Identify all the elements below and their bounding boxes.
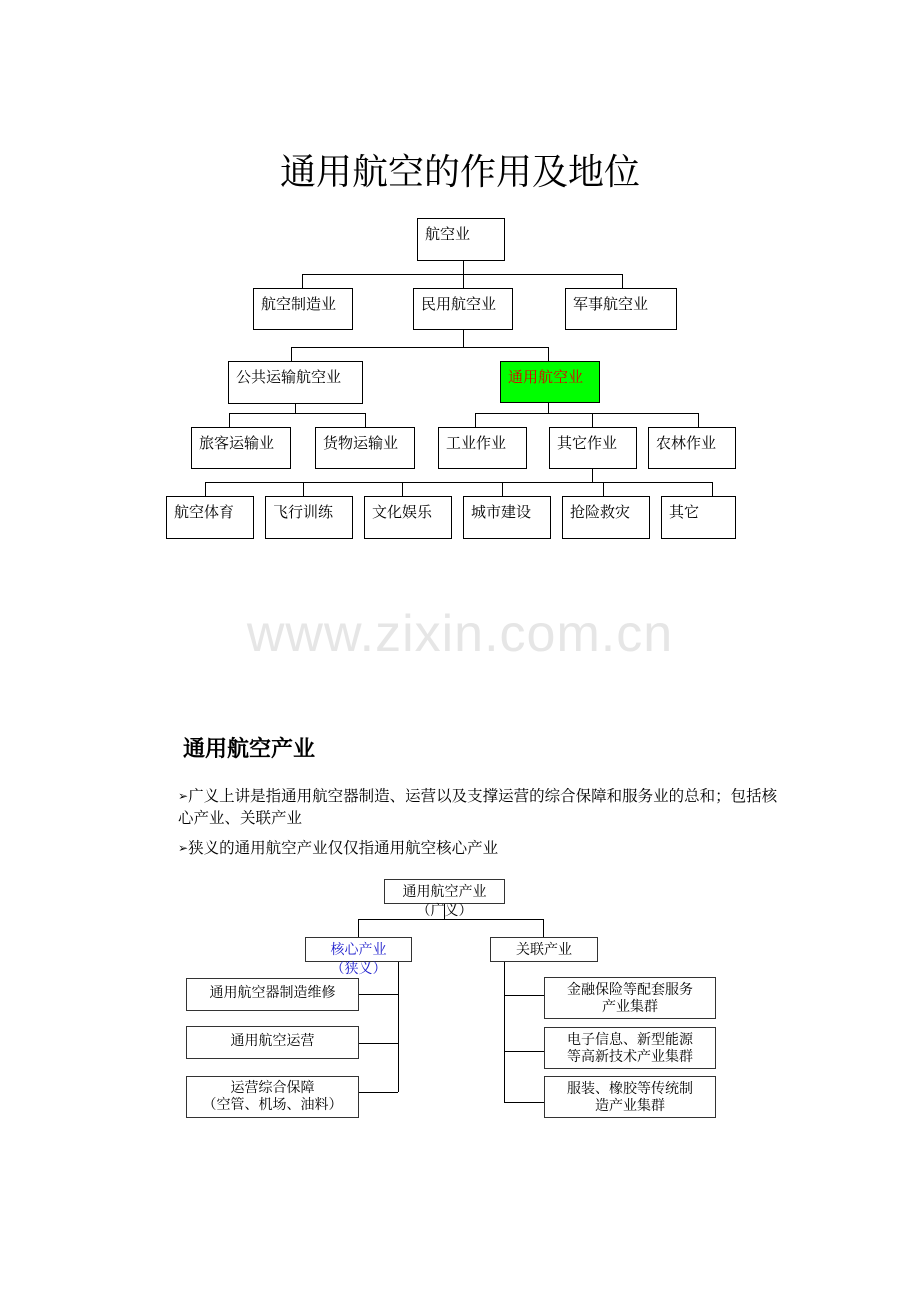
node-text: （空管、机场、油料） (202, 1097, 343, 1113)
connector (475, 413, 698, 414)
node-traditional-manufacturing-cluster (544, 1076, 716, 1118)
node-others: 其它 (661, 496, 736, 539)
connector (504, 961, 505, 1102)
connector (402, 482, 403, 496)
connector (504, 1051, 544, 1052)
node-text: 通用航空运营 (230, 1033, 315, 1049)
node-general-aviation-highlighted: 通用航空业 (500, 361, 600, 403)
connector (592, 469, 593, 482)
node-agriculture-forestry-operations: 农林作业 (648, 427, 736, 469)
node-text: 金融保险等配套服务 (567, 982, 693, 998)
connector (359, 1092, 398, 1093)
node-aviation-manufacturing: 航空制造业 (253, 288, 353, 330)
connector (504, 995, 544, 996)
connector (463, 274, 464, 289)
connector (358, 919, 359, 937)
node-text: 产业集群 (602, 999, 658, 1015)
connector (229, 413, 230, 427)
connector (291, 347, 548, 348)
connector (303, 482, 304, 496)
node-cargo-transport: 货物运输业 (315, 427, 415, 469)
node-other-operations: 其它作业 (549, 427, 637, 469)
node-core-industry: 核心产业 (305, 937, 412, 962)
connector (229, 413, 365, 414)
section-heading: 通用航空产业 (183, 737, 316, 762)
connector (398, 961, 399, 1092)
node-text: 通用航空器制造维修 (209, 985, 336, 1001)
node-passenger-transport: 旅客运输业 (191, 427, 291, 469)
node-text: 造产业集群 (595, 1098, 665, 1114)
node-operation-support (186, 1076, 359, 1118)
node-general-aviation-operation (186, 1026, 359, 1059)
node-related-industry: 关联产业 (490, 937, 598, 962)
connector (502, 482, 503, 496)
node-military-aviation: 军事航空业 (565, 288, 677, 330)
bullet-arrow-icon: ➢ (178, 789, 189, 803)
connector (359, 994, 398, 995)
node-finance-insurance-cluster (544, 977, 716, 1019)
node-text: 电子信息、新型能源 (567, 1032, 693, 1048)
connector (622, 274, 623, 289)
connector (365, 413, 366, 427)
connector (592, 413, 593, 427)
connector (291, 347, 292, 361)
bullet-text: 广义上讲是指通用航空器制造、运营以及支撑运营的综合保障和服务业的总和；包括核心产业、关联产业 (178, 787, 778, 827)
bullet-item (178, 785, 778, 829)
node-text: 运营综合保障 (230, 1080, 315, 1096)
node-aviation-sports: 航空体育 (166, 496, 254, 539)
node-general-aviation-industry-scope: （广义） (416, 903, 473, 919)
connector (302, 274, 622, 275)
connector (548, 403, 549, 413)
bullet-text: 狭义的通用航空产业仅仅指通用航空核心产业 (188, 839, 499, 857)
node-core-industry-scope: （狭义） (330, 961, 387, 977)
node-flight-training: 飞行训练 (265, 496, 353, 539)
node-general-aviation-industry: 通用航空产业 (384, 879, 505, 904)
connector (548, 347, 549, 361)
node-text: 等高新技术产业集群 (567, 1049, 693, 1065)
watermark: www.zixin.com.cn (246, 605, 674, 663)
connector (359, 1043, 398, 1044)
connector (463, 330, 464, 347)
connector (603, 482, 604, 496)
connector (205, 482, 206, 496)
bullet-arrow-icon: ➢ (178, 841, 189, 855)
connector (302, 274, 303, 289)
connector (504, 1102, 544, 1103)
node-public-transport-aviation: 公共运输航空业 (228, 361, 363, 404)
node-aviation-industry: 航空业 (417, 218, 505, 261)
connector (205, 482, 712, 483)
node-civil-aviation: 民用航空业 (413, 288, 513, 330)
node-aircraft-manufacturing-maintenance (186, 978, 359, 1011)
connector (463, 261, 464, 274)
node-culture-entertainment: 文化娱乐 (364, 496, 452, 539)
node-text: 服装、橡胶等传统制 (567, 1081, 693, 1097)
connector (543, 919, 544, 937)
page-title: 通用航空的作用及地位 (279, 152, 640, 193)
connector (295, 404, 296, 413)
node-industrial-operations: 工业作业 (438, 427, 527, 469)
node-emergency-rescue: 抢险救灾 (562, 496, 650, 539)
node-hightech-cluster (544, 1027, 716, 1069)
connector (475, 413, 476, 427)
connector (712, 482, 713, 496)
node-urban-construction: 城市建设 (463, 496, 551, 539)
bullet-item (178, 837, 778, 859)
connector (698, 413, 699, 427)
